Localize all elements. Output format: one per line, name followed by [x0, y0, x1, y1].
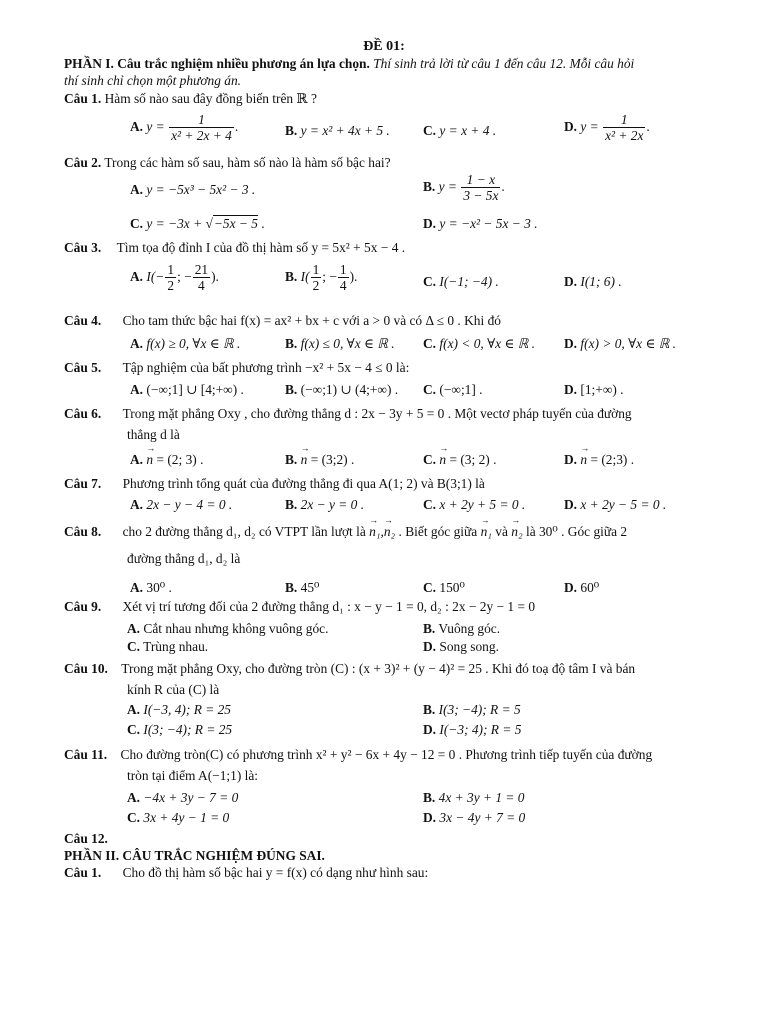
question-text: Cho đường tròn(C) có phương trình x² + y² − 6x + 4y − 12 = 0 . Phương trình tiếp tuyến của đường: [120, 747, 653, 762]
option-letter: B.: [285, 452, 298, 467]
option-letter: A.: [130, 452, 144, 467]
q6-option-c: [423, 452, 496, 469]
option-letter: D.: [564, 580, 578, 595]
option-text: 4x + 3y + 1 = 0: [438, 790, 525, 805]
q8-option-b: [285, 580, 319, 597]
option-letter: C.: [423, 452, 437, 467]
option-text: I(−3; 4); R = 5: [439, 722, 522, 737]
option-end: .: [234, 118, 239, 134]
q10-option-a: [127, 702, 231, 719]
option-letter: C.: [423, 382, 437, 397]
q7-option-c: [423, 497, 525, 514]
question-text: và: [491, 524, 512, 539]
question-8: Câu 8. cho 2 đường thẳng d₁, d₂ có VTPT lần lượt là → n₁,→ n₂ . Biết góc giữa → n₁ và → n₂ là 30⁰ . Góc giữa 2: [64, 524, 627, 541]
option-letter: C.: [423, 123, 437, 138]
q3-option-a: [130, 262, 219, 294]
q4-option-c: [423, 336, 535, 353]
question-label: Câu 10.: [64, 661, 108, 676]
question-text: Phương trình tổng quát của đường thẳng đi qua A(1; 2) và B(3;1) là: [122, 476, 485, 491]
option-letter: A.: [130, 268, 144, 284]
question-text: Trong các hàm số sau, hàm số nào là hàm số bậc hai?: [104, 155, 391, 170]
fraction: [603, 112, 645, 144]
question-5: [64, 360, 409, 377]
option-text: = (2; 3) .: [153, 452, 204, 467]
option-text: f(x) ≤ 0, ∀x ∈ ℝ .: [300, 336, 395, 351]
question-label: Câu 1.: [64, 865, 102, 880]
option-letter: A.: [130, 382, 144, 397]
option-text: I(−: [146, 268, 165, 284]
option-letter: B.: [423, 702, 436, 717]
option-text: (−∞;1] .: [439, 382, 483, 397]
option-letter: A.: [130, 580, 144, 595]
q11-option-c: [127, 810, 229, 827]
question-2: [64, 155, 391, 172]
numerator: 1 − x: [461, 172, 500, 188]
question-4: [64, 313, 501, 330]
part2-label: PHẦN II. CÂU TRẮC NGHIỆM ĐÚNG SAI.: [64, 848, 325, 863]
option-letter: C.: [130, 216, 144, 231]
option-text: (−∞;1) ∪ (4;+∞) .: [300, 382, 399, 397]
vector-n: → n: [301, 452, 308, 469]
question-label: Câu 3.: [64, 240, 102, 255]
question-label: Câu 11.: [64, 747, 108, 762]
q8-option-d: [564, 580, 599, 597]
option-end: ).: [349, 268, 358, 284]
option-letter: A.: [130, 497, 144, 512]
option-letter: B.: [285, 268, 298, 284]
q8-option-a: [130, 580, 172, 597]
vector-n: → n: [146, 452, 153, 469]
question-label: Câu 6.: [64, 406, 102, 421]
question-text: Hàm số nào sau đây đồng biến trên ℝ ?: [104, 91, 317, 106]
fraction: [311, 262, 322, 294]
question-text: Xét vị trí tương đối của 2 đường thẳng d₁ : x − y − 1 = 0, d₂ : 2x − 2y − 1 = 0: [122, 599, 536, 614]
option-text: f(x) > 0, ∀x ∈ ℝ .: [580, 336, 677, 351]
option-letter: D.: [564, 118, 578, 134]
option-lhs: y =: [580, 118, 599, 134]
question-text: Cho tam thức bậc hai f(x) = ax² + bx + c với a > 0 và có Δ ≤ 0 . Khi đó: [122, 313, 501, 328]
option-end: ).: [211, 268, 219, 284]
option-text: Song song.: [439, 639, 499, 654]
option-letter: A.: [127, 702, 141, 717]
question-text: Trong mặt phẳng Oxy , cho đường thẳng d : 2x − 3y + 5 = 0 . Một vectơ pháp tuyến của đường: [122, 406, 632, 421]
part2-question-1: [64, 865, 428, 882]
denominator: 4: [339, 278, 347, 294]
q6-option-a: [130, 452, 203, 469]
option-text: Cắt nhau nhưng không vuông góc.: [143, 621, 329, 636]
numerator: 1: [603, 112, 645, 128]
question-11-cont: tròn tại điểm A(−1;1) là:: [127, 768, 259, 783]
option-text: y = −3x +: [146, 216, 206, 231]
q2-option-b: [423, 172, 505, 204]
q7-option-b: [285, 497, 364, 514]
option-letter: A.: [127, 790, 141, 805]
q1-option-c: [423, 123, 496, 140]
question-text: Cho đồ thị hàm số bậc hai y = f(x) có dạng như hình sau:: [122, 865, 429, 880]
part1-instruction-cont: thí sinh chỉ chọn một phương án.: [64, 73, 241, 88]
option-text: 30⁰ .: [146, 580, 172, 595]
option-text: 45⁰: [300, 580, 320, 595]
q1-option-a: [130, 112, 238, 144]
option-text: y = −5x³ − 5x² − 3 .: [146, 182, 256, 197]
option-text: ; −: [177, 268, 192, 284]
q2-option-a: [130, 182, 255, 199]
q11-option-a: [127, 790, 238, 807]
option-letter: C.: [127, 639, 141, 654]
part1-header: [64, 56, 634, 73]
q9-option-b: [423, 621, 500, 638]
question-text: . Biết góc giữa: [395, 524, 481, 539]
question-12: Câu 12.: [64, 831, 108, 846]
question-text: Tập nghiệm của bất phương trình −x² + 5x − 4 ≤ 0 là:: [122, 360, 410, 375]
fraction: [461, 172, 500, 204]
option-letter: C.: [423, 580, 437, 595]
q9-option-d: [423, 639, 499, 656]
option-lhs: y =: [146, 118, 165, 134]
q2-option-d: [423, 216, 538, 233]
question-8-cont: đường thẳng d₁, d₂ là: [127, 551, 241, 566]
question-11: [64, 747, 652, 764]
option-text: −4x + 3y − 7 = 0: [143, 790, 239, 805]
option-text: x + 2y − 5 = 0 .: [580, 497, 667, 512]
q8-option-c: [423, 580, 465, 597]
option-end: .: [501, 178, 505, 194]
option-letter: D.: [564, 452, 578, 467]
q3-option-d: [564, 274, 622, 291]
radicand: −5x − 5: [213, 216, 258, 231]
option-text: I(−3, 4); R = 25: [143, 702, 231, 717]
vector-n2: → n₂: [511, 524, 522, 541]
option-lhs: y =: [438, 178, 457, 194]
question-text: Tìm tọa độ đỉnh I của đồ thị hàm số y = 5x² + 5x − 4 .: [116, 240, 406, 255]
q4-option-b: [285, 336, 395, 353]
option-text: y = −x² − 5x − 3 .: [439, 216, 538, 231]
question-1: [64, 91, 317, 108]
option-letter: B.: [423, 621, 436, 636]
option-end: .: [646, 118, 650, 134]
option-letter: D.: [564, 336, 578, 351]
numerator: 1: [339, 262, 347, 277]
option-letter: B.: [423, 178, 436, 194]
question-10-cont: kính R của (C) là: [127, 682, 220, 697]
q1-option-b: [285, 123, 390, 140]
fraction: [165, 262, 176, 294]
option-text: ; −: [322, 268, 337, 284]
option-letter: D.: [423, 639, 437, 654]
option-end: .: [257, 216, 265, 231]
numerator: 21: [194, 262, 209, 277]
option-letter: C.: [127, 810, 141, 825]
option-text: Vuông góc.: [438, 621, 501, 636]
q1-option-d: [564, 112, 650, 144]
question-text: Trong mặt phẳng Oxy, cho đường tròn (C) : (x + 3)² + (y − 4)² = 25 . Khi đó toạ độ tâm I và bán: [121, 661, 636, 676]
question-label: Câu 7.: [64, 476, 102, 491]
option-text: 3x + 4y − 1 = 0: [143, 810, 230, 825]
fraction: [338, 262, 349, 294]
option-letter: A.: [130, 182, 144, 197]
q6-option-d: [564, 452, 634, 469]
vector-n2: → n₂: [384, 524, 395, 541]
q10-option-b: [423, 702, 521, 719]
option-letter: D.: [564, 497, 578, 512]
option-text: y = x + 4 .: [439, 123, 497, 138]
denominator: x² + 2x + 4: [171, 128, 232, 144]
numerator: 1: [167, 262, 175, 277]
denominator: x² + 2x: [605, 128, 644, 144]
question-3: [64, 240, 405, 257]
option-letter: B.: [423, 790, 436, 805]
q2-option-c: [130, 216, 265, 233]
numerator: 1: [312, 262, 320, 277]
option-letter: B.: [285, 497, 298, 512]
q5-option-c: [423, 382, 483, 399]
option-text: I(−1; −4) .: [439, 274, 499, 289]
option-text: 150⁰: [439, 580, 465, 595]
option-letter: C.: [423, 336, 437, 351]
option-text: y = x² + 4x + 5 .: [300, 123, 390, 138]
question-label: Câu 2.: [64, 155, 102, 170]
option-text: 2x − y − 4 = 0 .: [146, 497, 233, 512]
option-letter: B.: [285, 580, 298, 595]
question-6-cont: thẳng d là: [127, 427, 180, 442]
q11-option-b: [423, 790, 525, 807]
option-text: I(: [300, 268, 310, 284]
option-letter: C.: [423, 497, 437, 512]
question-label: Câu 8.: [64, 524, 102, 539]
option-text: I(3; −4); R = 5: [438, 702, 521, 717]
option-text: I(1; 6) .: [580, 274, 622, 289]
option-letter: B.: [285, 123, 298, 138]
denominator: 3 − 5x: [463, 188, 499, 204]
question-text: là 30⁰ . Góc giữa 2: [522, 524, 628, 539]
q4-option-d: [564, 336, 676, 353]
question-label: Câu 4.: [64, 313, 102, 328]
fraction: [193, 262, 210, 294]
question-10: [64, 661, 635, 678]
sqrt-sign: √: [205, 216, 213, 231]
q10-option-d: [423, 722, 521, 739]
q11-option-d: [423, 810, 525, 827]
question-9: [64, 599, 535, 616]
denominator: 4: [198, 278, 205, 294]
question-6: [64, 406, 632, 423]
q5-option-b: [285, 382, 398, 399]
option-text: I(3; −4); R = 25: [143, 722, 233, 737]
numerator: 1: [169, 112, 234, 128]
denominator: 2: [167, 278, 175, 294]
option-letter: C.: [127, 722, 141, 737]
q10-option-c: [127, 722, 232, 739]
q5-option-a: [130, 382, 244, 399]
option-letter: B.: [285, 336, 298, 351]
question-7: [64, 476, 485, 493]
option-letter: A.: [127, 621, 141, 636]
option-letter: A.: [130, 336, 144, 351]
q7-option-d: [564, 497, 666, 514]
option-letter: D.: [423, 810, 437, 825]
option-text: [1;+∞) .: [580, 382, 624, 397]
fraction: [169, 112, 234, 144]
option-text: (−∞;1] ∪ [4;+∞) .: [146, 382, 244, 397]
vector-n: → n: [580, 452, 587, 469]
part1-label: PHẦN I. Câu trắc nghiệm nhiều phương án lựa chọn.: [64, 56, 370, 71]
part1-instruction: Thí sinh trả lời từ câu 1 đến câu 12. Mỗi câu hỏi: [373, 56, 635, 71]
q4-option-a: [130, 336, 240, 353]
option-letter: D.: [423, 722, 437, 737]
option-text: Trùng nhau.: [143, 639, 209, 654]
option-letter: D.: [423, 216, 437, 231]
q7-option-a: [130, 497, 232, 514]
q3-option-b: [285, 262, 357, 294]
option-text: = (2;3) .: [587, 452, 635, 467]
option-text: x + 2y + 5 = 0 .: [439, 497, 526, 512]
exam-title: ĐỀ 01:: [363, 39, 405, 54]
q3-option-c: [423, 274, 499, 291]
question-text: cho 2 đường thẳng d₁, d₂ có VTPT lần lượt là: [122, 524, 370, 539]
q9-option-c: [127, 639, 208, 656]
denominator: 2: [312, 278, 320, 294]
option-text: = (3;2) .: [307, 452, 355, 467]
option-text: = (3; 2) .: [446, 452, 497, 467]
option-text: f(x) ≥ 0, ∀x ∈ ℝ .: [146, 336, 241, 351]
option-letter: B.: [285, 382, 298, 397]
option-letter: A.: [130, 118, 144, 134]
option-text: f(x) < 0, ∀x ∈ ℝ .: [439, 336, 536, 351]
vector-n: → n: [439, 452, 446, 469]
q6-option-b: [285, 452, 354, 469]
question-label: Câu 1.: [64, 91, 102, 106]
q9-option-a: [127, 621, 328, 638]
option-letter: C.: [423, 274, 437, 289]
vector-n1: → n₁: [369, 524, 380, 541]
option-text: 3x − 4y + 7 = 0: [439, 810, 526, 825]
option-text: 2x − y = 0 .: [300, 497, 365, 512]
option-text: 60⁰: [580, 580, 600, 595]
option-letter: D.: [564, 382, 578, 397]
question-label: Câu 9.: [64, 599, 102, 614]
q5-option-d: [564, 382, 624, 399]
option-letter: D.: [564, 274, 578, 289]
question-label: Câu 5.: [64, 360, 102, 375]
vector-n1: → n₁: [481, 524, 492, 541]
